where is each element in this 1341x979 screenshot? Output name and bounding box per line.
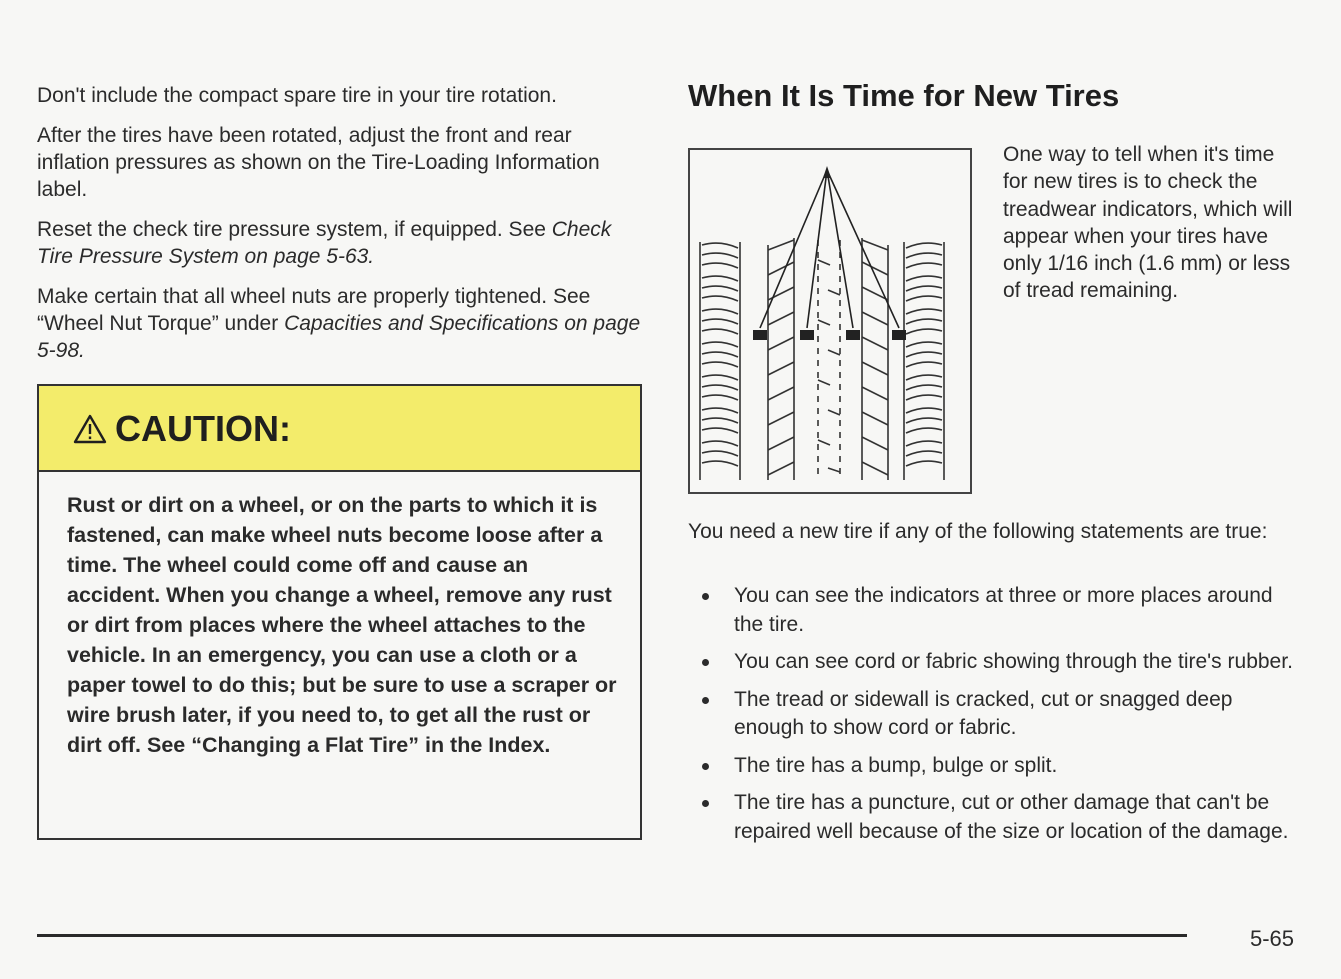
list-item bbox=[700, 648, 1300, 677]
left-column bbox=[37, 82, 647, 372]
list-item bbox=[700, 582, 1300, 639]
right-shoulder-rib bbox=[906, 243, 942, 466]
inner-left-rib bbox=[768, 238, 794, 480]
page-number: 5-65 bbox=[1250, 926, 1295, 951]
caution-box bbox=[37, 384, 642, 840]
warning-triangle-icon bbox=[73, 414, 107, 444]
left-shoulder-rib bbox=[702, 243, 738, 466]
list-item bbox=[700, 752, 1300, 781]
wheel-nuts-text: Make certain that all wheel nuts are properly tightened. See “Wheel Nut Torque” under bbox=[37, 285, 591, 335]
reset-pressure-text: Reset the check tire pressure system, if equipped. See bbox=[37, 218, 552, 241]
treadwear-indicator-figure bbox=[688, 148, 972, 494]
new-tire-intro: You need a new tire if any of the following statements are true: bbox=[688, 520, 1268, 543]
new-tire-conditions-list bbox=[700, 582, 1300, 855]
check-tire-pressure-reference: Check Tire Pressure System on page 5-63. bbox=[37, 218, 612, 268]
footer-rule bbox=[37, 934, 1187, 937]
inflation-paragraph: After the tires have been rotated, adjust the front and rear inflation pressures as shown on the Tire-Loading Information label. bbox=[37, 124, 600, 201]
bullet-icon bbox=[702, 800, 709, 807]
list-item-text: The tread or sidewall is cracked, cut or snagged deep enough to show cord or fabric. bbox=[734, 687, 1233, 739]
bullet-icon bbox=[702, 593, 709, 600]
wheel-nuts-paragraph bbox=[37, 283, 647, 364]
indicator-arrows bbox=[760, 170, 899, 328]
capacities-reference: Capacities and Specifications on page 5-98. bbox=[37, 312, 641, 362]
caution-text: Rust or dirt on a wheel, or on the parts to which it is fastened, can make wheel nuts become loose after a time. The wheel could come off and cause an accident. When you change a wheel, remove any rust or dirt from places where the wheel attaches to the vehicle. In an emergency, you can use a cloth or a paper towel to do this; but be sure to use a scraper or wire brush later, if you need to, to get all the rust or dirt off. See “Changing a Flat Tire” in the Index. bbox=[67, 493, 617, 757]
bullet-icon bbox=[702, 659, 709, 666]
caution-title: CAUTION: bbox=[115, 408, 291, 449]
section-heading: When It Is Time for New Tires bbox=[688, 78, 1120, 113]
center-rib-sipes bbox=[818, 260, 840, 472]
list-item bbox=[700, 789, 1300, 846]
spare-tire-paragraph: Don't include the compact spare tire in your tire rotation. bbox=[37, 84, 557, 107]
list-item-text: You can see the indicators at three or more places around the tire. bbox=[734, 584, 1273, 636]
bullet-icon bbox=[702, 697, 709, 704]
caution-header bbox=[39, 386, 640, 472]
list-item-text: The tire has a puncture, cut or other damage that can't be repaired well because of the size or location of the damage. bbox=[734, 791, 1289, 843]
caution-title-row bbox=[73, 408, 291, 450]
bullet-icon bbox=[702, 763, 709, 770]
reset-pressure-paragraph bbox=[37, 216, 647, 270]
treadwear-indicators bbox=[753, 330, 906, 340]
list-item-text: The tire has a bump, bulge or split. bbox=[734, 753, 1058, 777]
list-item bbox=[700, 686, 1300, 743]
tire-tread-illustration bbox=[690, 150, 970, 492]
list-item-text: You can see cord or fabric showing through the tire's rubber. bbox=[734, 650, 1293, 673]
figure-caption: One way to tell when it's time for new tires is to check the treadwear indicators, which will appear when your tires have only 1/16 inch (1.6 mm) or less of tread remaining. bbox=[1003, 143, 1293, 303]
